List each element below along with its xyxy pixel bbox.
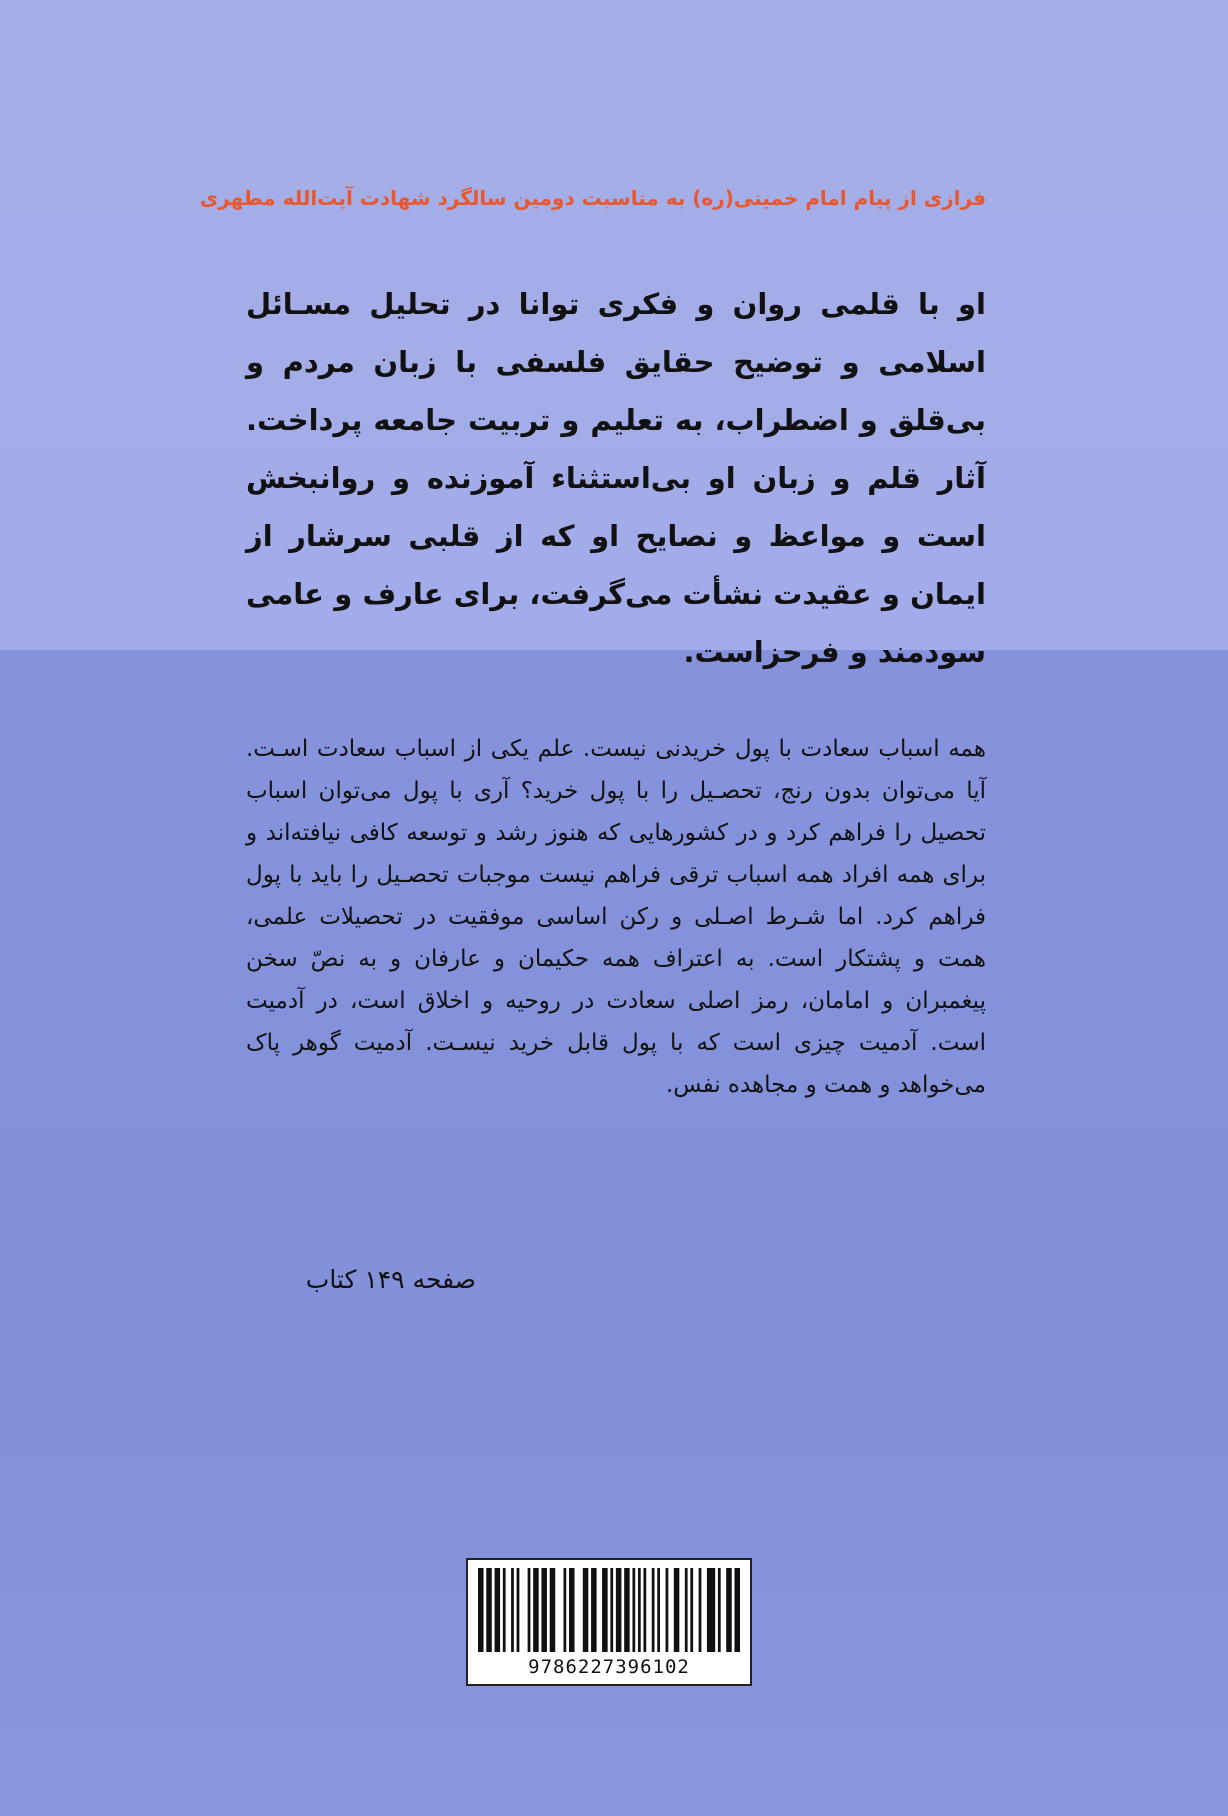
barcode-bar [583, 1568, 589, 1652]
barcode-bar [734, 1568, 740, 1652]
khomeini-quote-text: او با قلمی روان و فکری توانا در تحلیل مسـائل اسلامی و توضیح حقایق فلسفی با زبان مردم و بی‌قلق و اضطراب، به تعلیم و تربیت جامعه پرداخت. آثار قلم و زبان او بی‌استثناء آموزنده و روانبخش است و مواعظ و نصایح او که از قلبی سرشار از ایمان و عقیدت نشأت می‌گرفت، برای عارف و عامی سودمند و فرحزاست. [246, 287, 986, 669]
barcode-bar [638, 1568, 641, 1652]
khomeini-quote [246, 275, 986, 681]
barcode-bar [726, 1568, 732, 1652]
barcode-bar [602, 1568, 608, 1652]
barcode-bars [476, 1568, 742, 1652]
barcode-bar [486, 1568, 492, 1652]
barcode-bar [666, 1568, 669, 1652]
barcode-bar [533, 1568, 539, 1652]
barcode-bar [503, 1568, 506, 1652]
book-excerpt [246, 728, 986, 1106]
barcode-bar [541, 1568, 547, 1652]
barcode-bar [610, 1568, 613, 1652]
cover-heading: فرازی از پیام امام خمینی(ره) به مناسبت دومین سالگرد شهادت آیت‌الله مطهری [199, 186, 986, 210]
barcode-bar [699, 1568, 702, 1652]
barcode-bar [616, 1568, 622, 1652]
book-excerpt-text: همه اسباب سعادت با پول خریدنی نیست. علم یکی از اسباب سعادت اسـت. آیا می‌توان بدون رنج، تحصـیل را با پول خرید؟ آری با پول می‌توان اسباب تحصیل را فراهم کرد و در کشورهایی که هنوز رشد و توسعه کافی نیافته‌اند و برای همه افراد همه اسباب ترقی فراهم نیست موجبات تحصـیل را باید با پول فراهم کرد. اما شـرط اصـلی و رکن اساسی موفقیت در تحصیلات علمی، همت و پشتکار است. به اعتراف همه حکیمان و عارفان و به نصّ سخن پیغمبران و امامان، رمز اصلی سعادت در روحیه و اخلاق است، در آدمیت است. آدمیت چیزی است که با پول قابل خرید نیسـت. آدمیت گوهر پاک می‌خواهد و همت و مجاهده نفس. [246, 736, 986, 1098]
barcode-bar [707, 1568, 715, 1652]
barcode-bar [569, 1568, 575, 1652]
barcode-bar [478, 1568, 484, 1652]
barcode-bar [632, 1568, 635, 1652]
barcode-bar [652, 1568, 655, 1652]
barcode-bar [643, 1568, 646, 1652]
barcode-bar [624, 1568, 630, 1652]
barcode-bar [657, 1568, 660, 1652]
barcode-bar [550, 1568, 556, 1652]
page-reference: صفحه ۱۴۹ کتاب [305, 1265, 476, 1294]
barcode-bar [591, 1568, 597, 1652]
barcode-bar [685, 1568, 688, 1652]
isbn-barcode [466, 1558, 752, 1686]
barcode-bar [528, 1568, 531, 1652]
barcode-bar [674, 1568, 680, 1652]
barcode-bar [690, 1568, 693, 1652]
barcode-bar [511, 1568, 514, 1652]
barcode-bar [563, 1568, 566, 1652]
barcode-bar [517, 1568, 520, 1652]
barcode-bar [495, 1568, 501, 1652]
barcode-bar [718, 1568, 721, 1652]
isbn-number: 9786227396102 [528, 1656, 690, 1678]
